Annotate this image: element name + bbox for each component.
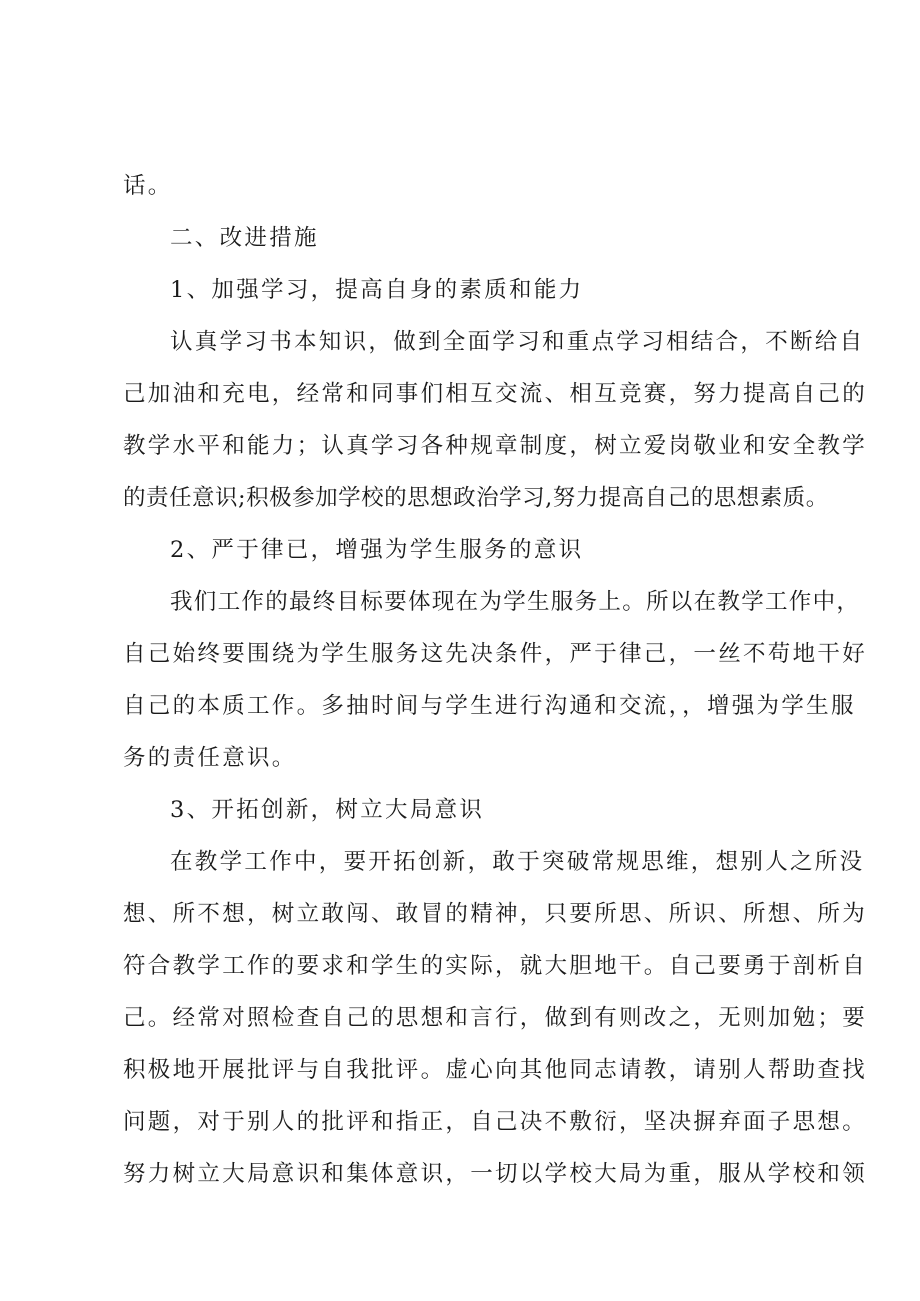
document-page: [123, 160, 868, 1200]
subsection-heading: 3、开拓创新，树立大局意识: [170, 797, 485, 823]
body-text-line: 的责任意识;积极参加学校的思想政治学习,努力提高自己的思想素质。: [123, 485, 829, 511]
subsection-heading: 1、加强学习，提高自身的素质和能力: [170, 277, 584, 303]
body-text-line: 符合教学工作的要求和学生的实际，就大胆地干。自己要勇于剖析自: [123, 953, 868, 979]
paragraph-first-line: 在教学工作中，要开拓创新，敢于突破常规思维，想别人之所没: [170, 849, 865, 875]
body-text-line: 己。经常对照检查自己的思想和言行，做到有则改之，无则加勉；要: [123, 1005, 868, 1031]
paragraph-first-line: 我们工作的最终目标要体现在为学生服务上。所以在教学工作中，: [170, 589, 861, 615]
body-text-line: 积极地开展批评与自我批评。虚心向其他同志请教，请别人帮助查找: [123, 1057, 868, 1083]
body-text-line: 自己的本质工作。多抽时间与学生进行沟通和交流，，增强为学生服: [123, 693, 856, 719]
section-heading: 二、改进措施: [170, 225, 319, 251]
body-text-line: 教学水平和能力；认真学习各种规章制度，树立爱岗敬业和安全教学: [123, 433, 868, 459]
body-text-line: 话。: [123, 173, 173, 199]
body-text-line: 自己始终要围绕为学生服务这先决条件，严于律己，一丝不苟地干好: [123, 641, 868, 667]
subsection-heading: 2、严于律已，增强为学生服务的意识: [170, 537, 584, 563]
paragraph-first-line: 认真学习书本知识，做到全面学习和重点学习相结合，不断给自: [170, 329, 865, 355]
body-text-line: 问题，对于别人的批评和指正，自己决不敷衍，坚决摒弃面子思想。: [123, 1109, 868, 1135]
body-text-line: 己加油和充电，经常和同事们相互交流、相互竞赛，努力提高自己的: [123, 381, 868, 407]
body-text-line: 想、所不想，树立敢闯、敢冒的精神，只要所思、所识、所想、所为: [123, 901, 868, 927]
body-text-line: 努力树立大局意识和集体意识，一切以学校大局为重，服从学校和领: [123, 1161, 868, 1187]
body-text-line: 务的责任意识。: [123, 745, 297, 771]
